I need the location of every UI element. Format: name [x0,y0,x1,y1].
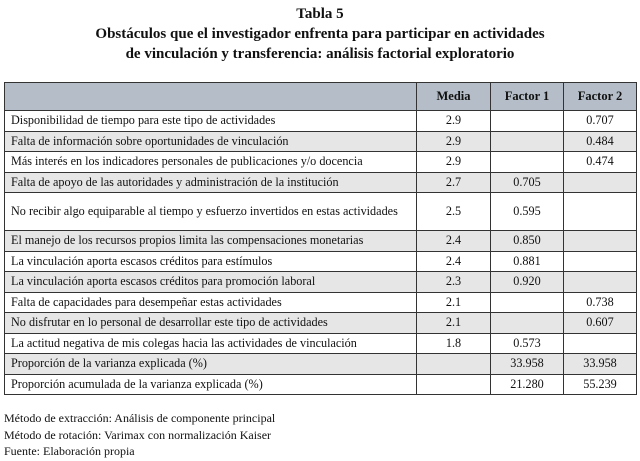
factor-2-value [564,193,637,231]
factor-2-value: 33.958 [564,354,637,375]
header-row [5,83,637,111]
factor-1-value: 0.595 [491,193,564,231]
factor-1-value: 0.850 [491,231,564,252]
rotation-method-note: Método de rotación: Varimax con normalización Kaiser [4,427,272,442]
source-note: Fuente: Elaboración propia [4,444,135,458]
media-value: 2.9 [417,111,491,132]
factor-2-value [564,272,637,293]
row-label: Más interés en los indicadores personales de publicaciones y/o docencia [5,152,417,173]
row-label: La actitud negativa de mis colegas hacia las actividades de vinculación [5,333,417,354]
table-row [5,231,637,252]
row-label: La vinculación aporta escasos créditos para estímulos [5,251,417,272]
media-value [417,374,491,395]
media-value: 2.9 [417,131,491,152]
media-value: 2.5 [417,193,491,231]
media-value: 2.3 [417,272,491,293]
factor-2-value: 0.474 [564,152,637,173]
factor-1-value [491,292,564,313]
factor-2-value [564,172,637,193]
factor-2-value [564,333,637,354]
table-row [5,333,637,354]
row-label: El manejo de los recursos propios limita las compensaciones monetarias [5,231,417,252]
row-label: Proporción acumulada de la varianza explicada (%) [5,374,417,395]
media-value: 2.9 [417,152,491,173]
factor-2-value: 0.484 [564,131,637,152]
table-row [5,251,637,272]
header-media: Media [417,83,491,111]
factor-2-value: 0.738 [564,292,637,313]
factor-2-value [564,231,637,252]
row-label: La vinculación aporta escasos créditos para promoción laboral [5,272,417,293]
media-value: 2.1 [417,313,491,334]
header-factor-2: Factor 2 [564,83,637,111]
factor-2-value [564,251,637,272]
factor-1-value [491,111,564,132]
row-label: No recibir algo equiparable al tiempo y esfuerzo invertidos en estas actividades [5,193,417,231]
table-row [5,313,637,334]
factor-1-value: 0.573 [491,333,564,354]
table-row [5,131,637,152]
table-row [5,272,637,293]
factor-1-value: 21.280 [491,374,564,395]
table-row [5,172,637,193]
factor-1-value [491,131,564,152]
media-value: 2.4 [417,231,491,252]
table-caption-line-1: Obstáculos que el investigador enfrenta para participar en actividades [95,26,545,42]
table-caption-line-2: de vinculación y transferencia: análisis factorial exploratorio [125,46,515,62]
factor-1-value [491,152,564,173]
factor-analysis-table [4,82,637,395]
media-value: 1.8 [417,333,491,354]
factor-1-value: 33.958 [491,354,564,375]
variance-row [5,354,637,375]
header-blank [5,83,417,111]
table-row [5,111,637,132]
factor-2-value: 0.707 [564,111,637,132]
table-row [5,292,637,313]
factor-2-value: 55.239 [564,374,637,395]
header-factor-1: Factor 1 [491,83,564,111]
row-label: Falta de información sobre oportunidades de vinculación [5,131,417,152]
factor-1-value [491,313,564,334]
media-value: 2.7 [417,172,491,193]
cumulative-variance-row [5,374,637,395]
media-value [417,354,491,375]
factor-2-value: 0.607 [564,313,637,334]
row-label: Falta de capacidades para desempeñar estas actividades [5,292,417,313]
extraction-method-note: Método de extracción: Análisis de componente principal [4,411,276,425]
table-row [5,193,637,231]
factor-1-value: 0.881 [491,251,564,272]
factor-1-value: 0.705 [491,172,564,193]
table-notes [4,410,275,460]
media-value: 2.4 [417,251,491,272]
factor-1-value: 0.920 [491,272,564,293]
row-label: Disponibilidad de tiempo para este tipo de actividades [5,111,417,132]
row-label: Falta de apoyo de las autoridades y administración de la institución [5,172,417,193]
row-label: No disfrutar en lo personal de desarrollar este tipo de actividades [5,313,417,334]
row-label: Proporción de la varianza explicada (%) [5,354,417,375]
media-value: 2.1 [417,292,491,313]
table-row [5,152,637,173]
table-number: Tabla 5 [296,6,344,22]
table-title [0,4,640,64]
